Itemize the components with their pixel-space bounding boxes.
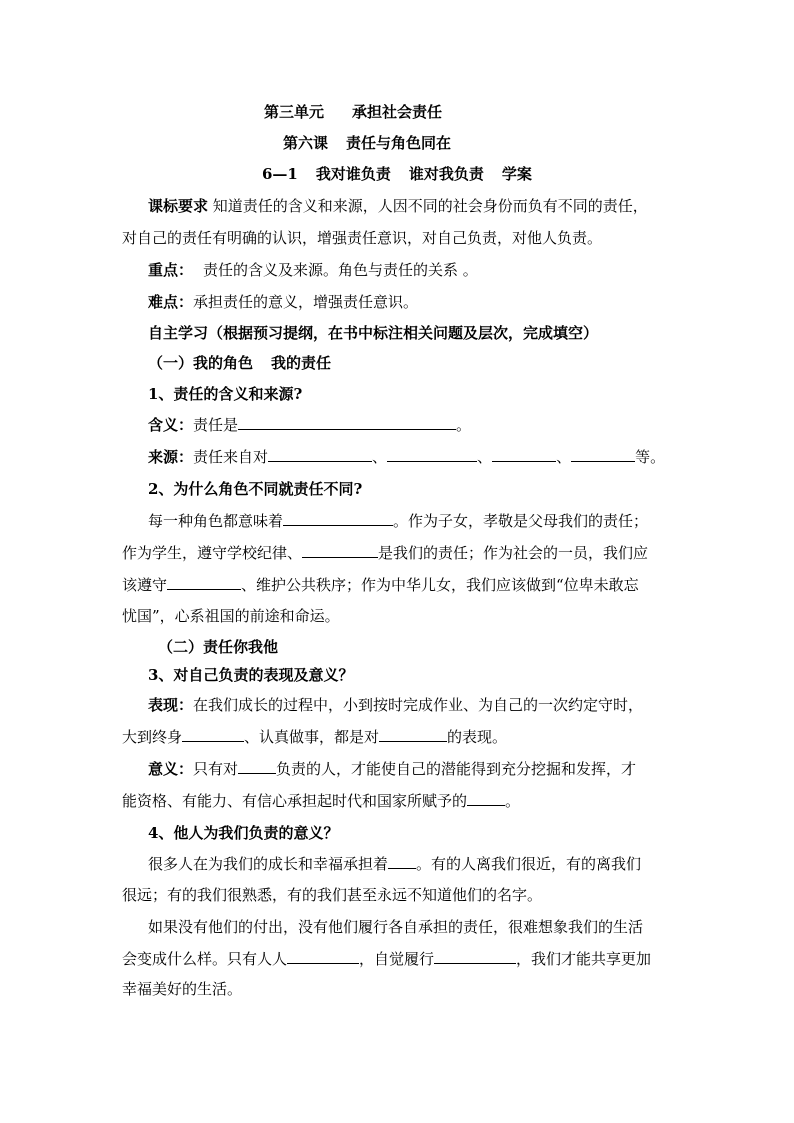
source-sep-1: 、 (372, 448, 388, 466)
role-line-1 (148, 510, 648, 532)
performance-text-2c: 的表现。 (447, 728, 508, 746)
others-line-3: 如果没有他们的付出，没有他们履行各自承担的责任，很难想象我们的生活 (148, 918, 644, 936)
role-line-2 (122, 542, 648, 564)
performance-line-1 (148, 694, 643, 716)
others-line-5: 幸福美好的生活。 (122, 980, 243, 998)
difficulty-text: 承担责任的意义，增强责任意识。 (193, 293, 419, 311)
requirements-text-1: 知道责任的含义和来源，人因不同的社会身份而负有不同的责任， (212, 197, 648, 215)
significance-text-2b: 。 (505, 792, 521, 810)
performance-line-2 (122, 726, 507, 748)
performance-text-2a: 大到终身 (122, 728, 183, 746)
difficulty-label: 难点： (148, 293, 194, 311)
lesson-heading (283, 132, 451, 154)
role-text-2a: 作为学生，遵守学校纪律、 (122, 544, 303, 562)
others-text-4a: 会变成什么样。只有人人 (122, 950, 288, 968)
significance-blank-2[interactable] (467, 790, 505, 806)
role-blank-2[interactable] (302, 542, 378, 558)
role-line-3 (122, 574, 639, 596)
question-3: 3、对自己负责的表现及意义？ (148, 666, 354, 684)
part2-heading: （二）责任你我他 (158, 638, 279, 656)
others-blank-2[interactable] (287, 948, 359, 964)
performance-text-1: 在我们成长的过程中，小到按时完成作业、为自己的一次约定守时， (193, 696, 644, 714)
source-line (148, 446, 665, 468)
source-sep-2: 、 (477, 448, 493, 466)
significance-line-2 (122, 790, 520, 812)
others-line-2: 很远；有的我们很熟悉，有的我们甚至永远不知道他们的名字。 (122, 886, 543, 904)
question-2: 2、为什么角色不同就责任不同? (148, 480, 363, 498)
lesson-number: 第六课 (283, 134, 329, 152)
role-text-3b: 、维护公共秩序；作为中华儿女，我们应该做到“位卑未敢忘 (241, 576, 639, 594)
source-blank-3[interactable] (492, 446, 556, 462)
unit-number: 第三单元 (264, 103, 325, 121)
others-text-4b: ，自觉履行 (359, 950, 435, 968)
meaning-line (148, 414, 471, 436)
performance-blank-2[interactable] (379, 726, 447, 742)
others-line-1 (148, 853, 641, 875)
performance-blank-1[interactable] (182, 726, 244, 742)
key-point (148, 259, 478, 281)
role-blank-1[interactable] (283, 510, 393, 526)
key-point-text: 责任的含义及来源。角色与责任的关系 。 (203, 261, 478, 279)
others-text-1a: 很多人在为我们的成长和幸福承担着 (148, 855, 389, 873)
role-text-1a: 每一种角色都意味着 (148, 512, 284, 530)
section-title-b: 谁对我负责 (408, 165, 484, 183)
self-study-heading: 自主学习（根据预习提纲，在书中标注相关问题及层次，完成填空） (148, 324, 599, 342)
source-blank-4[interactable] (571, 446, 635, 462)
key-point-label: 重点： (148, 261, 194, 279)
others-line-4 (122, 948, 651, 970)
significance-blank-1[interactable] (238, 758, 276, 774)
section-title-a: 我对谁负责 (315, 165, 391, 183)
significance-label: 意义： (148, 760, 194, 778)
significance-line-1 (148, 758, 636, 780)
question-4: 4、他人为我们负责的意义？ (148, 824, 339, 842)
meaning-text: 责任是 (193, 416, 239, 434)
significance-text-1b: 负责的人，才能使自己的潜能得到充分挖掘和发挥，才 (276, 760, 637, 778)
section-number: 6—1 (262, 165, 298, 183)
meaning-blank[interactable] (238, 414, 456, 430)
part1-title: （一）我的角色 (148, 354, 254, 372)
requirements-line-2: 对自己的责任有明确的认识，增强责任意识，对自己负责，对他人负责。 (122, 229, 603, 247)
role-blank-3[interactable] (167, 574, 241, 590)
source-sep-3: 、 (556, 448, 572, 466)
others-blank-3[interactable] (434, 948, 516, 964)
requirements-label: 课标要求 (148, 197, 209, 215)
source-blank-1[interactable] (268, 446, 372, 462)
meaning-label: 含义： (148, 416, 194, 434)
question-1: 1、责任的含义和来源? (148, 385, 303, 403)
performance-label: 表现： (148, 696, 194, 714)
performance-text-2b: 、认真做事，都是对 (244, 728, 380, 746)
others-text-4c: ，我们才能共享更加 (516, 950, 652, 968)
requirements-line-1 (148, 195, 648, 217)
unit-title: 承担社会责任 (352, 103, 443, 121)
source-label: 来源： (148, 448, 194, 466)
source-text: 责任来自对 (193, 448, 269, 466)
role-text-3a: 该遵守 (122, 576, 168, 594)
source-end: 等。 (635, 448, 666, 466)
role-text-2b: 是我们的责任；作为社会的一员，我们应 (378, 544, 649, 562)
role-text-1b: 。作为子女，孝敬是父母我们的责任； (393, 512, 649, 530)
difficulty (148, 291, 418, 313)
significance-text-1a: 只有对 (193, 760, 239, 778)
section-title-c: 学案 (501, 165, 532, 183)
significance-text-2a: 能资格、有能力、有信心承担起时代和国家所赋予的 (122, 792, 468, 810)
meaning-end: 。 (456, 416, 472, 434)
section-heading (262, 163, 532, 185)
lesson-title: 责任与角色同在 (346, 134, 452, 152)
source-blank-2[interactable] (387, 446, 477, 462)
others-text-1b: 。有的人离我们很近，有的离我们 (416, 855, 642, 873)
part1-title-b: 我的责任 (271, 354, 332, 372)
part1-heading (148, 352, 331, 374)
unit-heading (264, 101, 442, 123)
others-blank-1[interactable] (388, 853, 416, 869)
role-line-4: 忧国”，心系祖国的前途和命运。 (122, 607, 340, 625)
